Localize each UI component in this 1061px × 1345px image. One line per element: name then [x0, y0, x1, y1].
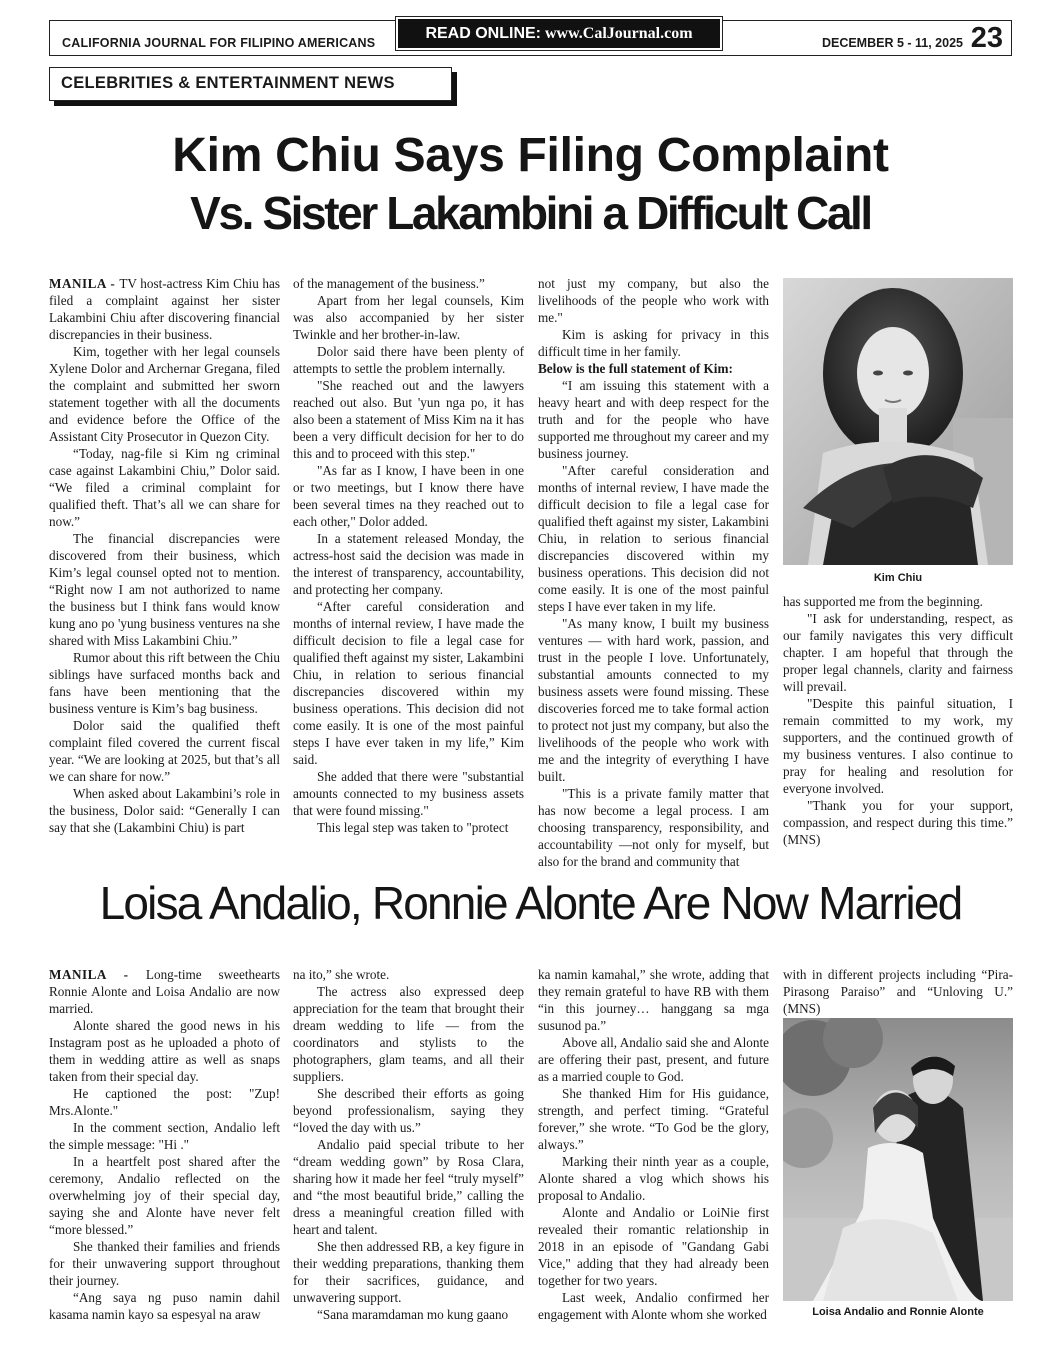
read-online-label: READ ONLINE:	[425, 25, 541, 42]
article2-column-4	[783, 966, 1013, 1017]
masthead	[49, 20, 1012, 56]
paragraph: with in different projects including “Pira-Pirasong Paraiso” and “Unloving U.” (MNS)	[783, 967, 1013, 1016]
paragraph: Alonte shared the good news in his Instagram post as he uploaded a photo of them in wedding attire as well as snaps taken from their special day.	[49, 1018, 280, 1084]
paragraph: Alonte and Andalio or LoiNie first revealed their romantic relationship in 2018 in an episode of "Gandang Gabi Vice," adding that they had already been together for two years.	[538, 1205, 769, 1288]
paragraph: Dolor said the qualified theft complaint filed covered the current fiscal year. “We are looking at 2025, but that’s all we can share for now.”	[49, 718, 280, 784]
paragraph: MANILA - TV host-actress Kim Chiu has filed a complaint against her sister Lakambini Chiu after discovering financial discrepancies in their business.	[49, 276, 280, 342]
read-online-banner	[396, 17, 722, 50]
paragraph: "She reached out and the lawyers reached out also. But 'yun nga po, it has also been a statement of Miss Kim na it has been a very difficult decision for her to do this and to proceed with this step."	[293, 378, 524, 461]
paragraph: She described their efforts as going beyond professionalism, saying they “loved the day with us.”	[293, 1086, 524, 1135]
wedding-photo	[783, 1018, 1013, 1301]
read-online-url[interactable]: www.CalJournal.com	[545, 25, 693, 42]
paragraph: "As many know, I built my business ventures — with hard work, passion, and trust in the people I love. Unfortunately, substantial amounts connected to my business assets were found missing. These discoveries forced me to take formal action to protect not just my company, but also the livelihoods of the people who work with me and the integrity of everything I have built.	[538, 616, 769, 784]
section-title: CELEBRITIES & ENTERTAINMENT NEWS	[49, 67, 452, 101]
paragraph: “I am issuing this statement with a heavy heart and with deep respect for the truth and for the people who have supported me throughout my career and my business journey.	[538, 378, 769, 461]
paragraph: In the comment section, Andalio left the simple message: "Hi ."	[49, 1120, 280, 1152]
article2-column-2	[293, 966, 524, 1323]
paragraph: She thanked Him for His guidance, strength, and perfect timing. “Grateful forever,” she wrote. “To God be the glory, always.”	[538, 1086, 769, 1152]
paragraph: ka namin kamahal,” she wrote, adding that they remain grateful to have RB with them “in this journey… hanggang sa mga susunod pa.”	[538, 967, 769, 1033]
paragraph: She then addressed RB, a key figure in their wedding preparations, thanking them for their sacrifices, guidance, and unwavering support.	[293, 1239, 524, 1305]
dateline: MANILA -	[49, 967, 146, 982]
paragraph: "This is a private family matter that has now become a legal process. I am choosing transparency, responsibility, and accountability —not only for myself, but also for the brand and community that	[538, 786, 769, 869]
paragraph: not just my company, but also the livelihoods of the people who work with me."	[538, 276, 769, 325]
paragraph: The financial discrepancies were discovered from their business, which Kim’s legal counsel opted not to mention. “Right now I am not authorized to name the business but I think fans would know kung ano po 'yung business ventures na she shared with Miss Lakambini Chiu.”	[49, 531, 280, 648]
article2-headline: Loisa Andalio, Ronnie Alonte Are Now Married	[99, 877, 962, 929]
paragraph: "Thank you for your support, compassion, and respect during this time.” (MNS)	[783, 798, 1013, 847]
paragraph: "Despite this painful situation, I remain committed to my work, my supporters, and the continued growth of my business ventures. I also continue to pray for healing and resolution for everyone involved.	[783, 696, 1013, 796]
paragraph: When asked about Lakambini’s role in the business, Dolor said: “Generally I can say that she (Lakambini Chiu) is part	[49, 786, 280, 835]
paragraph: of the management of the business.”	[293, 276, 485, 291]
paragraph: "After careful consideration and months of internal review, I have made the difficult decision to file a legal case for qualified theft against my sister, Lakambini Chiu, in relation to serious financial discrepancies discovered within my business operations. This decision did not come easily. It is one of the most painful steps I have ever taken in my life.	[538, 463, 769, 614]
paragraph: has supported me from the beginning.	[783, 594, 983, 609]
paragraph: Andalio paid special tribute to her “dream wedding gown” by Rosa Clara, sharing how it made her feel “truly myself” and “the most beautiful bride,” calling the dress a meaningful creation filled with heart and talent.	[293, 1137, 524, 1237]
article1-column-1	[49, 275, 280, 836]
statement-heading: Below is the full statement of Kim:	[538, 361, 733, 376]
dateline: MANILA -	[49, 276, 120, 291]
paragraph: “After careful consideration and months of internal review, I have made the difficult decision to file a legal case for qualified theft against my sister, Lakambini Chiu, in relation to serious financial discrepancies discovered within my business operations. This decision did not come easily. It is one of the most painful steps I have ever taken in my life,” Kim said.	[293, 599, 524, 767]
paragraph: He captioned the post: "Zup! Mrs.Alonte."	[49, 1086, 280, 1118]
paragraph: In a statement released Monday, the actress-host said the decision was made in the interest of transparency, accountability, and protecting her company.	[293, 531, 524, 597]
paragraph: Dolor said there have been plenty of attempts to settle the problem internally.	[293, 344, 524, 376]
paragraph: Rumor about this rift between the Chiu siblings have surfaced months back and fans have been mentioning that the business venture is Kim’s bag business.	[49, 650, 280, 716]
article1-headline-line2: Vs. Sister Lakambini a Difficult Call	[190, 187, 871, 239]
paragraph: “Sana maramdaman mo kung gaano	[317, 1307, 509, 1322]
kim-chiu-photo	[783, 278, 1013, 565]
paragraph: Above all, Andalio said she and Alonte are offering their past, present, and future as a married couple to God.	[538, 1035, 769, 1084]
article1-headline-line1: Kim Chiu Says Filing Complaint	[172, 129, 889, 182]
article2-column-1	[49, 966, 280, 1323]
page-number: 23	[970, 22, 1003, 54]
paragraph: Kim, together with her legal counsels Xylene Dolor and Archernar Gregana, filed the complaint and submitted her sworn statement together with all the documents and evidence before the Office of the Assistant City Prosecutor in Quezon City.	[49, 344, 280, 444]
paragraph: Last week, Andalio confirmed her engagement with Alonte whom she worked	[538, 1290, 769, 1322]
article1-column-4	[783, 593, 1013, 848]
paragraph: Apart from her legal counsels, Kim was also accompanied by her sister Twinkle and her brother-in-law.	[293, 293, 524, 342]
paragraph: She thanked their families and friends for their unwavering support throughout their journey.	[49, 1239, 280, 1288]
paragraph: MANILA - Long-time sweethearts Ronnie Alonte and Loisa Andalio are now married.	[49, 967, 281, 1016]
publication-name: CALIFORNIA JOURNAL FOR FILIPINO AMERICANS	[62, 36, 376, 50]
paragraph: This legal step was taken to "protect	[317, 820, 509, 835]
paragraph: She added that there were "substantial amounts connected to my business assets that were found missing."	[293, 769, 524, 818]
wedding-photo-caption: Loisa Andalio and Ronnie Alonte	[812, 1306, 984, 1318]
paragraph: In a heartfelt post shared after the ceremony, Andalio reflected on the overwhelming joy of their special day, saying she and Alonte have never felt “more blessed.”	[49, 1154, 280, 1237]
paragraph: na ito,” she wrote.	[293, 967, 390, 982]
paragraph: "I ask for understanding, respect, as our family navigates this very difficult chapter. I am hopeful that through the proper legal channels, clarity and fairness will prevail.	[783, 611, 1013, 694]
paragraph: “Ang saya ng puso namin dahil kasama namin kayo sa espesyal na araw	[49, 1290, 280, 1322]
article1-column-2	[293, 275, 524, 836]
article2-column-3	[538, 966, 769, 1323]
issue-date: DECEMBER 5 - 11, 2025	[821, 36, 963, 50]
paragraph: The actress also expressed deep appreciation for the team that brought their dream wedding to life — from the coordinators and stylists to the photographers, glam teams, and all their suppliers.	[293, 984, 524, 1084]
paragraph: “Today, nag-file si Kim ng criminal case against Lakambini Chiu,” Dolor said. “We filed a criminal complaint for qualified theft. That’s all we can share for now.”	[49, 446, 280, 529]
paragraph: Kim is asking for privacy in this difficult time in her family.	[538, 327, 769, 359]
kim-chiu-photo-caption: Kim Chiu	[873, 572, 923, 584]
paragraph: "As far as I know, I have been in one or two meetings, but I know there have been several times na they reached out to each other," Dolor added.	[293, 463, 524, 529]
article1-column-3	[538, 275, 769, 870]
paragraph: Marking their ninth year as a couple, Alonte shared a vlog which shows his proposal to Andalio.	[538, 1154, 769, 1203]
